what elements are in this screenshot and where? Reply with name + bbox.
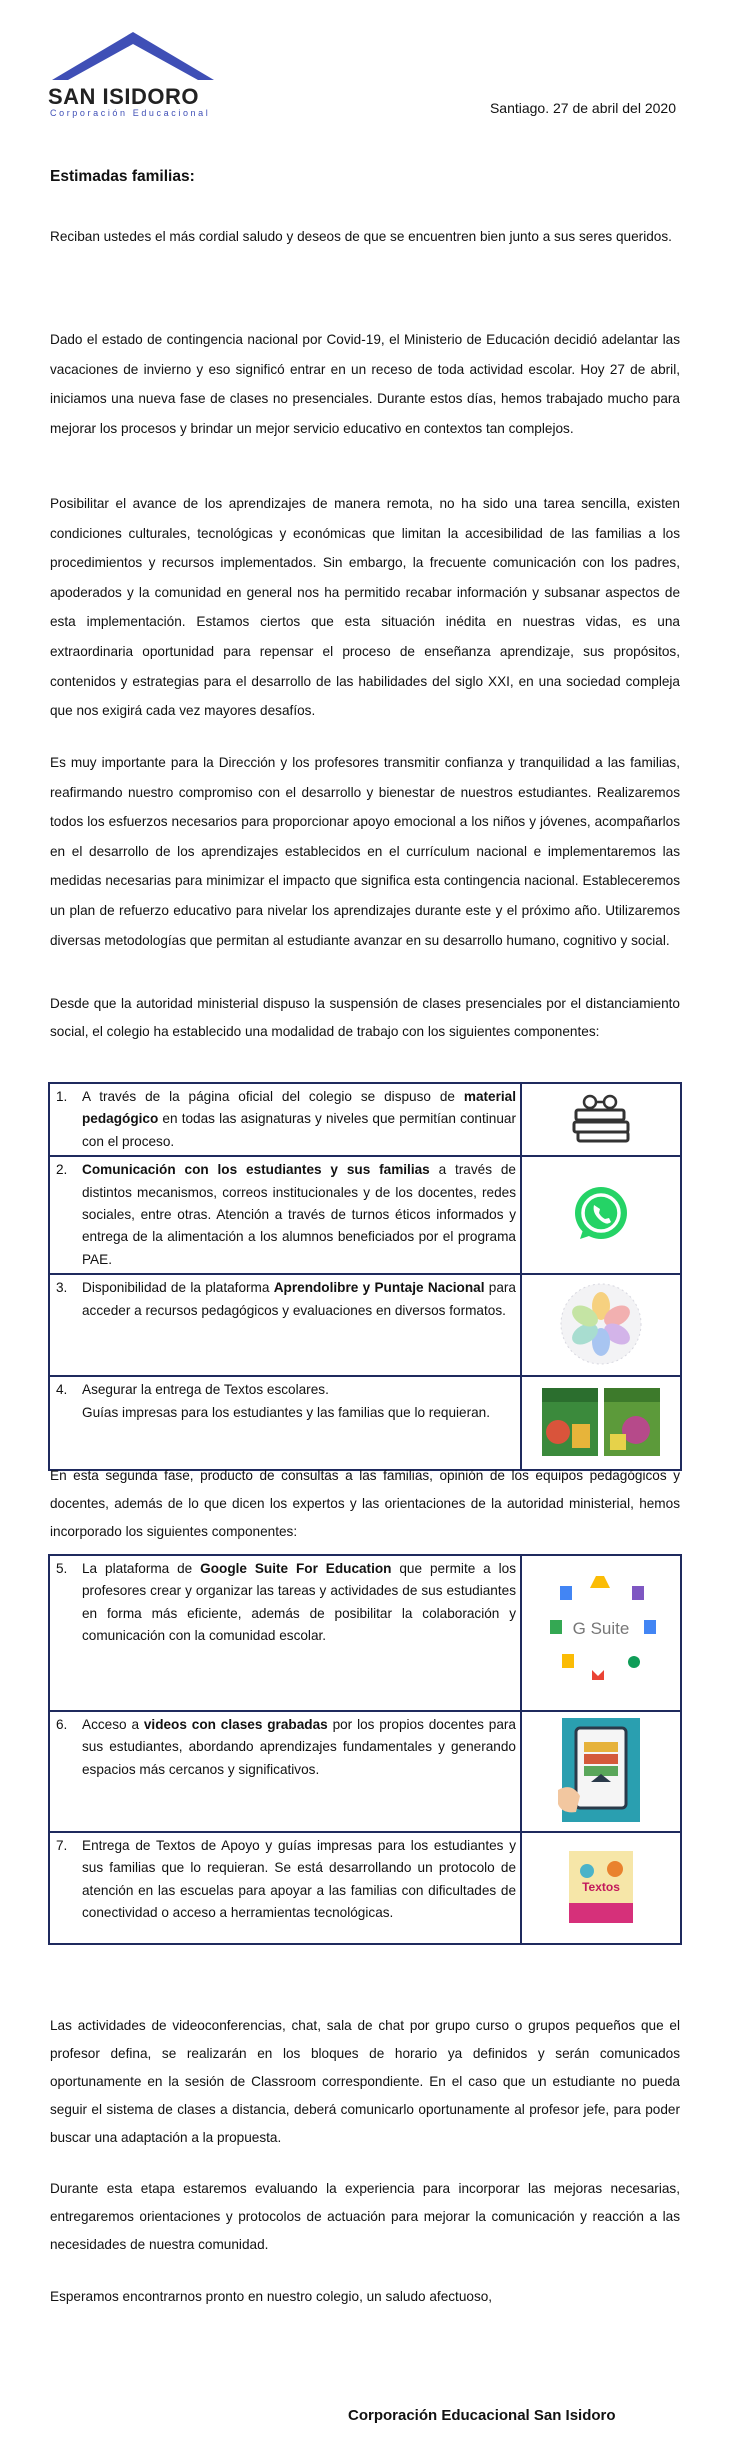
paragraph-9: Esperamos encontrarnos pronto en nuestro colegio, un saludo afectuoso, — [50, 2289, 493, 2304]
component-cell — [49, 1832, 521, 1944]
logo-title: SAN ISIDORO — [48, 84, 199, 109]
item-number: 5. — [56, 1561, 68, 1576]
components-table-1 — [48, 1082, 682, 1471]
gsuite-label: G Suite — [572, 1618, 630, 1638]
table-row — [49, 1274, 681, 1376]
item-number: 2. — [56, 1162, 68, 1178]
tablet-video-icon — [521, 1711, 681, 1832]
item-bold: videos con clases grabadas — [143, 1717, 328, 1732]
item-number: 7. — [56, 1838, 68, 1853]
item-bold: Google Suite For Education — [200, 1561, 392, 1576]
item-text: que permite a los profesores crear y organizar las tareas y actividades de sus estudiantes en forma más eficiente, además de posibilitar la colaboración y comunicación con la comunidad escolar. — [82, 1561, 516, 1644]
logo-subtitle: Corporación Educacional — [50, 108, 211, 118]
item-text: Entrega de Textos de Apoyo y guías impresas para los estudiantes y sus familias que lo requieran. Se está desarrollando un protocolo de atención en las escuelas para apoyar a las familias con dificultades de conectividad o acceso a herramientas tecnológicas. — [82, 1838, 516, 1921]
item-text: Acceso a — [82, 1717, 144, 1732]
paragraph-1: Reciban ustedes el más cordial saludo y deseos de que se encuentren bien junto a sus seres queridos. — [50, 229, 672, 244]
item-text: para acceder a recursos pedagógicos y evaluaciones en diversos formatos. — [82, 1280, 516, 1318]
signature: Corporación Educacional San Isidoro — [348, 2407, 616, 2424]
table-row — [49, 1832, 681, 1944]
item-text: La plataforma de — [82, 1561, 201, 1576]
support-texts-icon — [521, 1832, 681, 1944]
gsuite-icon — [521, 1555, 681, 1711]
book-cover-label: Textos — [582, 1879, 620, 1894]
flower-logo-icon — [521, 1274, 681, 1376]
paragraph-5: Desde que la autoridad ministerial dispuso la suspensión de clases presenciales por el distanciamiento social, el colegio ha establecido una modalidad de trabajo con los siguientes componentes: — [50, 996, 680, 1039]
item-text: Asegurar la entrega de Textos escolares. Guías impresas para los estudiantes y las familias que lo requieran. — [82, 1382, 491, 1420]
item-bold: Comunicación con los estudiantes y sus familias — [82, 1162, 430, 1178]
textbooks-icon — [521, 1376, 681, 1470]
paragraph-3: Posibilitar el avance de los aprendizajes de manera remota, no ha sido una tarea sencilla, existen condiciones culturales, tecnológicas y económicas que limitan la accesibilidad de las familias a los procedimientos y recursos implementados. Sin embargo, la frecuente comunicación con los padres, apoderados y la comunidad en general nos ha permitido recabar información y subsanar aspectos de esta implementación. Estamos ciertos que esta situación inédita en nuestras vidas, es una extraordinaria oportunidad para repensar el proceso de enseñanza aprendizaje, sus propósitos, contenidos y estrategias para el desarrollo de las habilidades del siglo XXI, en una sociedad compleja que nos exigirá cada vez mayores desafíos. — [50, 496, 680, 719]
whatsapp-icon — [521, 1156, 681, 1274]
table-row — [49, 1083, 681, 1156]
item-text: por los propios docentes para sus estudiantes, abordando aprendizajes fundamentales y generando espacios más cercanos y significativos. — [82, 1717, 516, 1777]
item-number: 3. — [56, 1280, 68, 1296]
item-bold: material pedagógico — [82, 1089, 516, 1127]
table-row — [49, 1376, 681, 1470]
san-isidoro-logo — [48, 28, 218, 120]
components-table-2 — [48, 1554, 682, 1945]
paragraph-7: Las actividades de videoconferencias, chat, sala de chat por grupo curso o grupos pequeños que el profesor defina, se realizarán en los bloques de horario ya definidos y serán comunicados oportunamente en la sesión de Classroom correspondiente. En el caso que un estudiante no pueda seguir el sistema de clases a distancia, deberá comunicarlo oportunamente al profesor jefe, para poder buscar una adaptación a la propuesta. — [50, 2018, 680, 2145]
component-cell — [49, 1555, 521, 1711]
item-text: A través de la página oficial del colegio se dispuso de — [82, 1089, 464, 1104]
table-row — [49, 1711, 681, 1832]
item-number: 4. — [56, 1382, 68, 1398]
component-cell — [49, 1711, 521, 1832]
paragraph-4: Es muy importante para la Dirección y los profesores transmitir confianza y tranquilidad a las familias, reafirmando nuestro compromiso con el desarrollo y bienestar de nuestros estudiantes. Realizaremos todos los esfuerzos necesarios para proporcionar apoyo emocional a los niños y jóvenes, acompañarlos en el desarrollo de los aprendizajes establecidos en el currículum nacional e implementaremos las medidas necesarias para minimizar el impacto que significa esta contingencia nacional. Estableceremos un plan de refuerzo educativo para nivelar los aprendizajes durante este y el próximo año. Utilizaremos diversas metodologías que permitan al estudiante avanzar en su desarrollo humano, cognitivo y social. — [50, 755, 680, 948]
table-row — [49, 1156, 681, 1274]
greeting: Estimadas familias: — [50, 168, 195, 185]
component-cell — [49, 1274, 521, 1376]
paragraph-8: Durante esta etapa estaremos evaluando la experiencia para incorporar las mejoras necesarias, entregaremos orientaciones y protocolos de actuación para mejorar la comunicación y reacción a las necesidades de nuestra comunidad. — [50, 2181, 680, 2252]
item-number: 1. — [56, 1089, 68, 1104]
item-text: Disponibilidad de la plataforma — [82, 1280, 274, 1296]
component-cell — [49, 1083, 521, 1156]
books-icon — [521, 1083, 681, 1156]
letter-date: Santiago. 27 de abril del 2020 — [489, 100, 676, 116]
paragraph-2: Dado el estado de contingencia nacional por Covid-19, el Ministerio de Educación decidió adelantar las vacaciones de invierno y eso significó entrar en un receso de toda actividad escolar. Hoy 27 de abril, iniciamos una nueva fase de clases no presenciales. Durante estos días, hemos trabajado mucho para mejorar los procesos y brindar un mejor servicio educativo en contextos tan complejos. — [50, 332, 680, 436]
table-row — [49, 1555, 681, 1711]
component-cell — [49, 1376, 521, 1470]
roof-logo-icon — [48, 28, 218, 84]
component-cell — [49, 1156, 521, 1274]
item-bold: Aprendolibre y Puntaje Nacional — [273, 1280, 485, 1296]
paragraph-6: En esta segunda fase, producto de consultas a las familias, opinión de los equipos pedagógicos y docentes, además de lo que dicen los expertos y las orientaciones de la autoridad ministerial, hemos incorporado los siguientes componentes: — [50, 1468, 680, 1539]
item-text: en todas las asignaturas y niveles que permitían continuar con el proceso. — [82, 1111, 516, 1149]
item-text: a través de distintos mecanismos, correos institucionales y de los docentes, redes sociales, entre otras. Atención a través de turnos éticos informados y entrega de la alimentación a los alumnos beneficiados por el programa PAE. — [82, 1162, 516, 1267]
item-number: 6. — [56, 1717, 68, 1732]
